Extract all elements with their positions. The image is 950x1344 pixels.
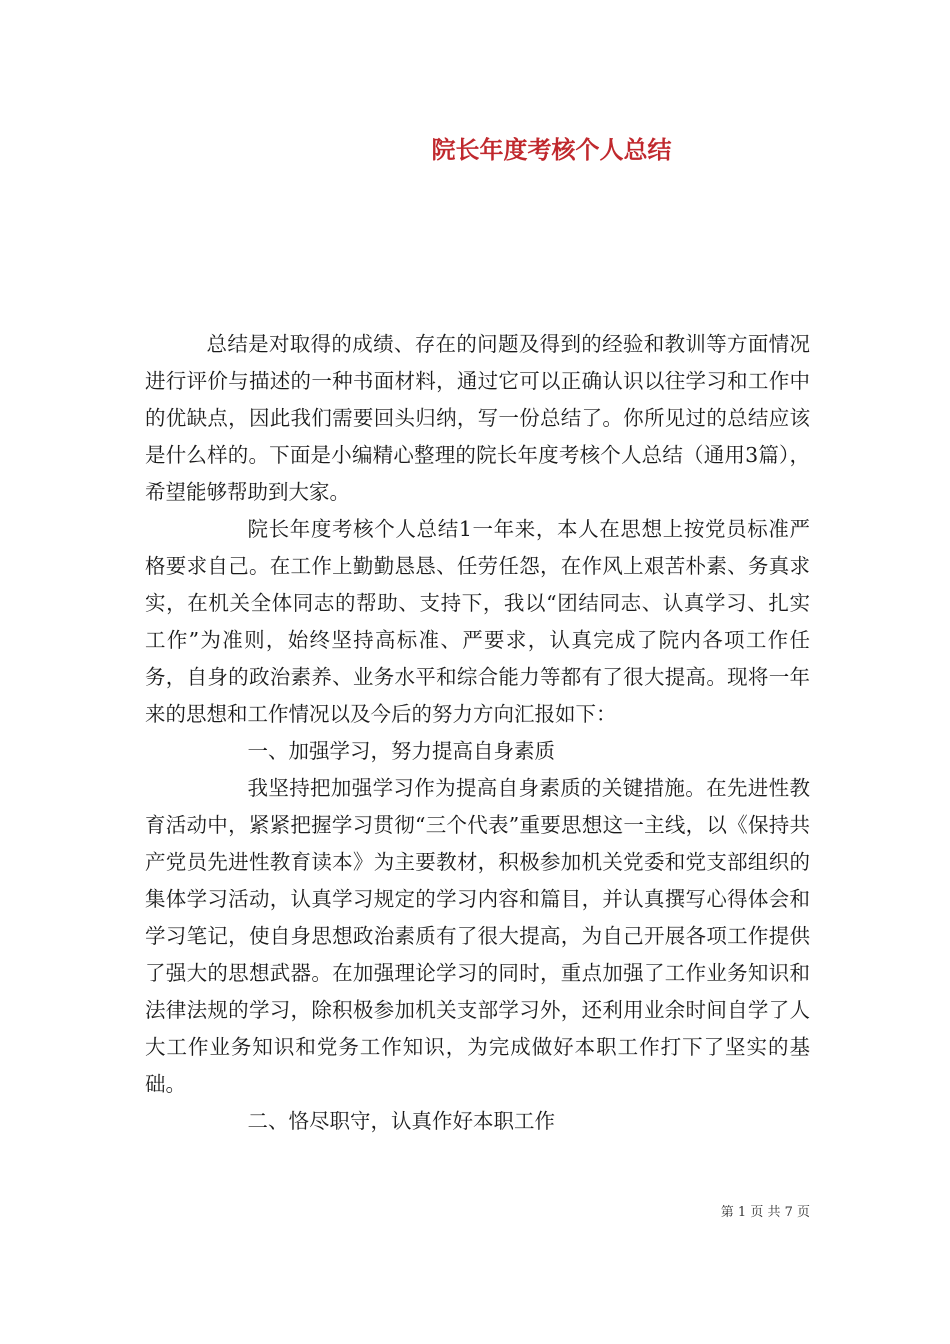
study-paragraph: 我坚持把加强学习作为提高自身素质的关键措施。在先进性教育活动中，紧紧把握学习贯彻“三个代表”重要思想这一主线，以《保持共产党员先进性教育读本》为主要教材，积极参加机关党委和党支部组织的集体学习活动，认真学习规定的学习内容和篇目，并认真撰写心得体会和学习笔记，使自身思想政治素质有了很大提高，为自己开展各项工作提供了强大的思想武器。在加强理论学习的同时，重点加强了工作业务知识和法律法规的学习，除积极参加机关支部学习外，还利用业余时间自学了人大工作业务知识和党务工作知识，为完成做好本职工作打下了坚实的基础。 bbox=[145, 776, 810, 1096]
section-heading-1: 一、加强学习，努力提高自身素质 bbox=[247, 739, 555, 763]
summary-paragraph-1: 院长年度考核个人总结1一年来，本人在思想上按党员标准严格要求自己。在工作上勤勤恳恳、任劳任怨，在作风上艰苦朴素、务真求实，在机关全体同志的帮助、支持下，我以“团结同志、认真学习、扎实工作”为准则，始终坚持高标准、严要求，认真完成了院内各项工作任务，自身的政治素养、业务水平和综合能力等都有了很大提高。现将一年来的思想和工作情况以及今后的努力方向汇报如下： bbox=[145, 517, 810, 726]
document-body bbox=[145, 326, 810, 1140]
document-title: 院长年度考核个人总结 bbox=[431, 135, 672, 164]
intro-paragraph: 总结是对取得的成绩、存在的问题及得到的经验和教训等方面情况进行评价与描述的一种书面材料，通过它可以正确认识以往学习和工作中的优缺点，因此我们需要回头归纳，写一份总结了。你所见过的总结应该是什么样的。下面是小编精心整理的院长年度考核个人总结（通用3篇），希望能够帮助到大家。 bbox=[145, 332, 810, 504]
section-heading-2: 二、恪尽职守，认真作好本职工作 bbox=[247, 1109, 555, 1133]
page-number: 第 1 页 共 7 页 bbox=[720, 1205, 810, 1220]
